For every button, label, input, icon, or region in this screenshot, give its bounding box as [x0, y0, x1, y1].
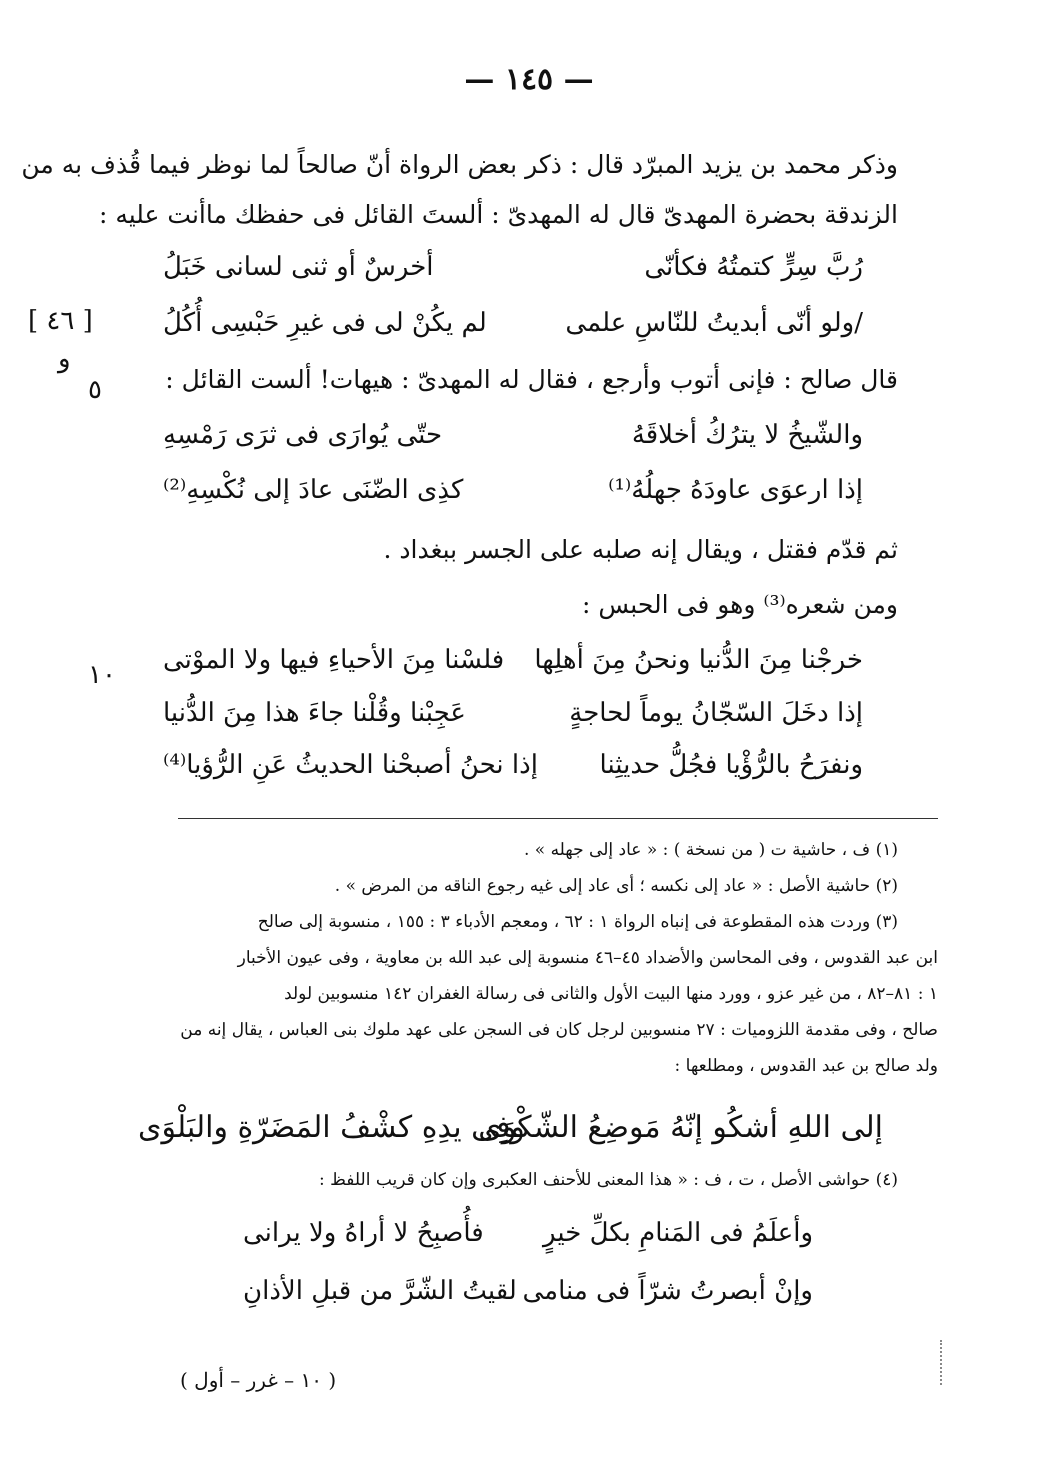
verse-hemistich-left: وفِى يدِهِ كشْفُ المَضَرّةِ والبَلْوَى: [138, 1110, 525, 1145]
signature-mark: ( ١٠ – غرر – أول ): [180, 1368, 337, 1392]
footnote-line: ابن عبد القدوس ، وفى المحاسن والأضداد ٤٥–٤٦ منسوبة إلى عبد الله بن معاوية ، وفى عيون الأخبار: [237, 948, 938, 968]
footnote-divider: [178, 818, 938, 819]
paragraph-line: قال صالح : فإنى أتوب وأرجع ، فقال له المهدىّ : هيهات! ألست القائل :: [165, 365, 898, 394]
verse-hemistich-right: إذا ارعوَى عاودَهُ جهلُهُ⁽¹⁾: [608, 475, 863, 505]
verse-hemistich-right: رُبَّ سِرٍّ كتمتُهُ فكأنّى: [644, 252, 863, 282]
verse-line: [163, 750, 863, 796]
margin-line-number: ٥: [88, 375, 102, 405]
paragraph-line: ثم قدّم فقتل ، ويقال إنه صلبه على الجسر ببغداد .: [383, 535, 898, 564]
verse-hemistich-left: كذِى الضّنَى عادَ إلى نُكْسِهِ⁽²⁾: [163, 475, 464, 505]
footnote-verse: [138, 1110, 883, 1160]
verse-line: [163, 698, 863, 744]
verse-hemistich-right: ونفرَحُ بالرُّؤْيا فجُلُّ حديثِنا: [599, 750, 863, 780]
footnote-line: ولد صالح بن عبد القدوس ، ومطلعها :: [674, 1056, 938, 1076]
footnote-verse: [243, 1218, 813, 1264]
verse-hemistich-right: وأعلَمُ فى المَنامِ بكلِّ خيرٍ: [543, 1218, 813, 1248]
verse-line: [163, 475, 863, 521]
scan-edge-mark: [940, 1340, 944, 1385]
footnote: (٤) حواشى الأصل ، ت ، ف : « هذا المعنى للأحنف العكبرى وإن كان قريب اللفظ :: [319, 1170, 898, 1190]
margin-waw: و: [58, 344, 71, 374]
verse-hemistich-left: لم يكُنْ لى فى غيرِ حَبْسِى أُكُلُ: [163, 308, 487, 338]
verse-hemistich-right: /ولو أنّى أبديتُ للنّاسِ علمى: [565, 308, 863, 338]
paragraph-line: ومن شعره⁽³⁾ وهو فى الحبس :: [582, 590, 898, 619]
verse-hemistich-right: إذا دخَلَ السّجّانُ يوماً لحاجةٍ: [569, 698, 863, 728]
verse-hemistich-right: وإنْ أبصرتُ شرّاً فى منامى: [522, 1276, 813, 1306]
verse-line: [163, 420, 863, 466]
verse-hemistich-left: لقيتُ الشّرَّ من قبلِ الأذانِ: [243, 1276, 517, 1306]
verse-hemistich-right: والشّيخُ لا يترُكُ أخلاقَهُ: [631, 420, 863, 450]
verse-line: [163, 308, 863, 354]
verse-line: [163, 645, 863, 691]
footnote-verse: [243, 1276, 813, 1322]
verse-hemistich-right: خرجْنا مِنَ الدُّنيا ونحنُ مِنَ أهلِها: [534, 645, 863, 675]
page-number: — ١٤٥ —: [464, 62, 594, 97]
footnote-line: ١ : ٨١–٨٢ ، من غير عزو ، وورد منها البيت الأول والثانى فى رسالة الغفران ١٤٢ منسوبين لولد: [284, 984, 938, 1004]
verse-hemistich-left: إذا نحنُ أصبحْنا الحديثُ عَنِ الرُّؤيا⁽⁴⁾: [163, 750, 538, 780]
verse-line: [163, 252, 863, 298]
margin-line-number: ١٠: [88, 660, 116, 690]
footnote: (٢) حاشية الأصل : « عاد إلى نكسه ؛ أى عاد إلى غيه رجوع الناقه من المرض » .: [334, 876, 898, 896]
verse-hemistich-left: فأُصبِحُ لا أراهُ ولا يرانى: [243, 1218, 484, 1248]
paragraph-line: وذكر محمد بن يزيد المبرّد قال : ذكر بعض الرواة أنّ صالحاً لما نوظر فيما قُذف به من: [21, 150, 898, 179]
verse-hemistich-left: حتّى يُوارَى فى ثرَى رَمْسِهِ: [163, 420, 443, 450]
verse-hemistich-right: إلى اللهِ أشكُو إنّهُ مَوضِعُ الشّكْوَى: [478, 1110, 883, 1145]
footnote: (٣) وردت هذه المقطوعة فى إنباه الرواة ١ : ٦٢ ، ومعجم الأدباء ٣ : ١٥٥ ، منسوبة إلى صالح: [257, 912, 898, 932]
paragraph-line: الزندقة بحضرة المهدىّ قال له المهدىّ : ألستَ القائل فى حفظك ماأنت عليه :: [98, 200, 898, 229]
verse-hemistich-left: أخرسٌ أو ثنى لسانى خَبَلُ: [163, 252, 434, 282]
margin-bracket: [ ٤٦ ]: [28, 306, 93, 336]
footnote-line: صالح ، وفى مقدمة اللزوميات : ٢٧ منسوبين لرجل كان فى السجن على عهد ملوك بنى العباس ، يقال إنه من: [180, 1020, 938, 1040]
verse-hemistich-left: عَجِبْنا وقُلْنا جاءَ هذا مِنَ الدُّنيا: [163, 698, 466, 728]
verse-hemistich-left: فلسْنا مِنَ الأحياءِ فيها ولا الموْتى: [163, 645, 505, 675]
footnote: (١) ف ، حاشية ت ( من نسخة ) : « عاد إلى جهله » .: [523, 840, 898, 860]
